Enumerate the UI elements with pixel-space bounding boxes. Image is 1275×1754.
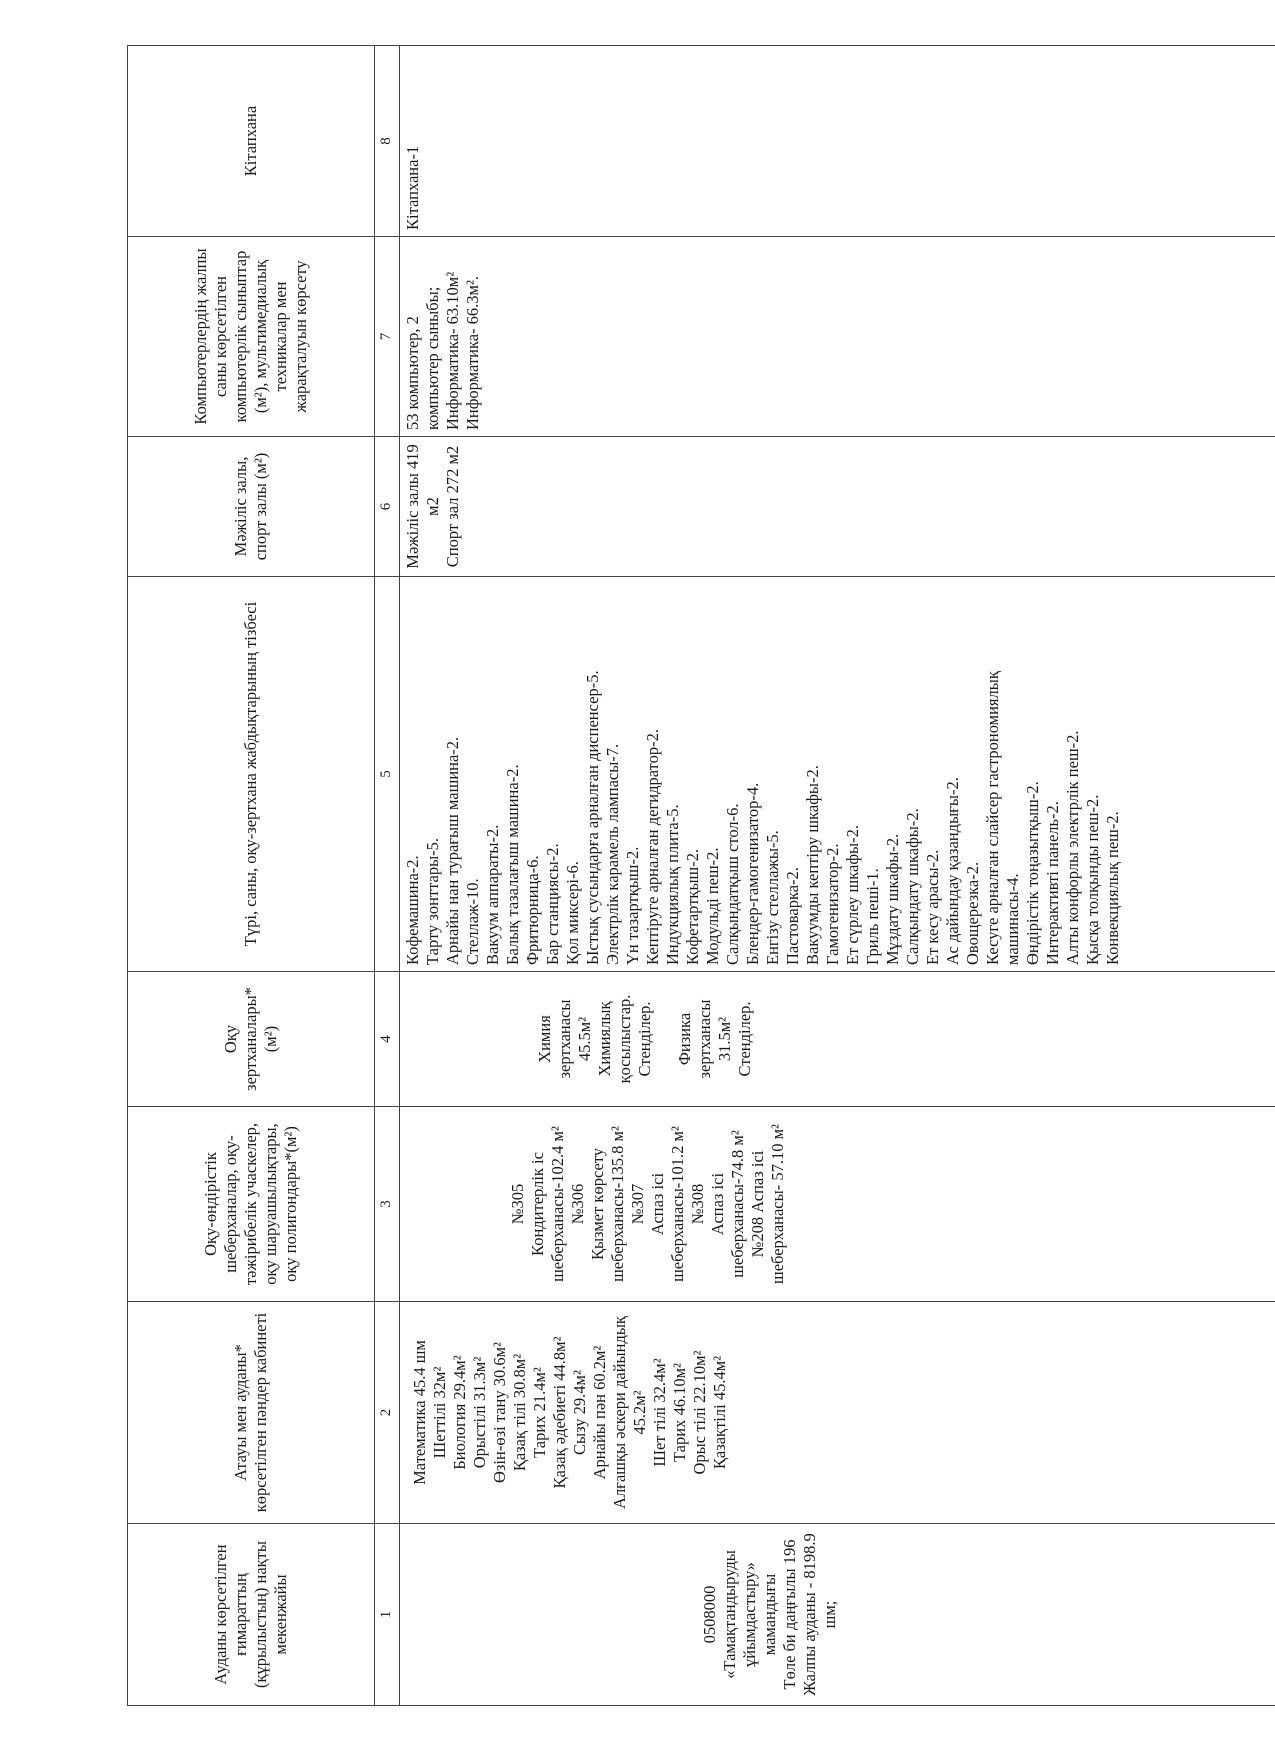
laboratories-cell [400, 972, 1275, 1107]
cell-line: Блендер-гамогенизатор-4. [743, 782, 762, 965]
cell-line: Тарих 46.10м² [670, 1363, 689, 1462]
cell-line: Вакуумды кептіру шкафы-2. [803, 765, 822, 965]
cell-line: Сызу 29.4м² [570, 1370, 589, 1455]
cell-line: Ет кесу арасы-2. [923, 849, 942, 965]
cell-line: Орыс тілі 22.10м² [690, 1350, 709, 1475]
rotated-page [127, 46, 1237, 1706]
column-number: 2 [375, 1302, 400, 1524]
cell-line: Мұздату шкафы-2. [883, 833, 902, 965]
cell-line: Биология 29.4м² [450, 1355, 469, 1470]
cell-line: Химиялық қосылыстар. Стенділер. [595, 994, 654, 1084]
header-library: Кітапхана [128, 46, 375, 237]
cell-line: Модульді пеш-2. [703, 847, 722, 965]
cell-line: Тарту зонттары-5. [423, 837, 442, 965]
cell-line: Мәжіліс залы 419 м2 [403, 444, 442, 569]
cell-line: Салқындатқыш стол-6. [723, 803, 742, 965]
cell-line: Гамогенизатор-2. [823, 843, 842, 965]
header-laboratories: Оқу зертханалары* (м²) [128, 972, 375, 1107]
cell-line: Кондитерлік іс шеберханасы-102.4 м² [528, 1126, 567, 1282]
cell-line: Овощерезка-2. [963, 861, 982, 965]
cell-line: Аспаз ісі шеберханасы-101.2 м² [648, 1126, 687, 1282]
cell-line: №308 [688, 1183, 707, 1225]
cell-line: Кофетартқыш-2. [683, 848, 702, 965]
column-number: 1 [375, 1524, 400, 1706]
cell-line: Өндірістік тоңазытқыш-2. [1023, 781, 1042, 965]
cell-line [655, 978, 675, 1100]
cell-line: Ыстық сусындарға арналған диспенсер-5. [583, 670, 602, 965]
library-cell [400, 46, 1275, 237]
column-number: 3 [375, 1107, 400, 1302]
cell-line: Тарих 21.4м² [530, 1367, 549, 1458]
table-row [400, 46, 1275, 1706]
cell-line: Қазақ әдебиеті 44.8м² [550, 1336, 569, 1489]
cell-line: Орыстілі 31.3м² [470, 1356, 489, 1469]
cell-line: №208 Аспаз ісі шеберханасы- 57.10 м² [748, 1124, 787, 1284]
cell-line: Электрлік карамель лампасы-7. [603, 743, 622, 965]
cell-line: Қазақ тілі 30.8м² [510, 1353, 529, 1472]
cell-line: Балық тазалағыш машина-2. [503, 764, 522, 965]
cell-line: Жалпы ауданы - 8198.9 шм; [800, 1533, 839, 1696]
cell-line: Қол миксері-6. [563, 861, 582, 965]
column-number: 7 [375, 237, 400, 437]
cell-line: Стенділер. [735, 1001, 754, 1077]
address-cell [400, 1524, 1275, 1706]
cell-line: Үн тазартқыш-2. [623, 846, 642, 965]
cell-line: «Тамақтандыруды ұйымдастыру» мамандығы [720, 1550, 779, 1679]
cell-line: №306 [568, 1183, 587, 1225]
column-number: 5 [375, 577, 400, 972]
cell-line: 53 компьютер, 2 компьютер сыныбы; [403, 286, 442, 430]
cell-line: Өзін-өзі тану 30.6м² [490, 1341, 509, 1484]
cell-line: Енгізу стеллажы-5. [763, 830, 782, 965]
cell-line: Математика 45.4 шм [410, 1340, 429, 1485]
header-workshops: Оқу-өндірістік шеберханалар, оқу-тәжірибелік учаскелер, оқу шаруашылықтары, оқу полигондары*(м²) [128, 1107, 375, 1302]
cell-line: Қазақтілі 45.4м² [710, 1355, 729, 1470]
column-number: 6 [375, 437, 400, 577]
cell-line: Информатика- 63.10м² [443, 271, 462, 430]
equipment-cell [400, 577, 1275, 972]
cell-line: Салқындату шкафы-2. [903, 808, 922, 965]
cell-line: Шеттілі 32м² [430, 1366, 449, 1459]
header-classrooms: Атауы мен ауданы* көрсетілген пәндер кабинеті [128, 1302, 375, 1524]
cell-line: Аспаз ісі шеберханасы-74.8 м² [708, 1130, 747, 1278]
header-halls: Мәжіліс залы, спорт залы (м²) [128, 437, 375, 577]
cell-line: Кітапхана-1 [403, 145, 422, 230]
cell-line: Арнайы пән 60.2м² [590, 1345, 609, 1480]
classrooms-cell [400, 1302, 1275, 1524]
halls-cell [400, 437, 1275, 577]
cell-line: Информатика- 66.3м². [463, 275, 482, 430]
computers-cell [400, 237, 1275, 437]
cell-line: Алғашқы әскери дайындық 45.2м² [610, 1316, 649, 1509]
cell-line: Бар станциясы-2. [543, 843, 562, 965]
cell-line: Кептіруге арналған дегидратор-2. [643, 729, 662, 965]
column-number: 4 [375, 972, 400, 1107]
column-number: 8 [375, 46, 400, 237]
workshops-cell [400, 1107, 1275, 1302]
cell-line: Конвекциялық пеш-2. [1103, 811, 1122, 965]
cell-line: Пастоварка-2. [783, 867, 802, 965]
cell-line: Қызмет көрсету шеберханасы-135.8 м² [588, 1126, 627, 1282]
cell-line: Гриль пеші-1. [863, 868, 882, 965]
cell-line: Төле би даңғылы 196 [780, 1539, 799, 1690]
cell-line: Вакуум аппараты-2. [483, 824, 502, 965]
cell-line: Химия зертханасы 45.5м² [535, 999, 594, 1079]
cell-line: 0508000 [700, 1585, 719, 1644]
cell-line: Алты конфорлы электрлік пеш-2. [1063, 730, 1082, 965]
header-row [128, 46, 375, 1706]
cell-line: №305 [508, 1183, 527, 1225]
facilities-table [127, 45, 1275, 1706]
cell-line: Кофемашина-2. [403, 855, 422, 965]
cell-line: Шет тілі 32.4м² [650, 1358, 669, 1467]
header-address: Ауданы көрсетілген ғимараттың (құрылыстың) нақты мекенжайы [128, 1524, 375, 1706]
cell-line: Ас дайындау қазандығы-2. [943, 777, 962, 965]
cell-line: Қысқа толқынды пеш-2. [1083, 794, 1102, 965]
cell-line: Арнайы нан турағыш машина-2. [443, 736, 462, 965]
cell-line: Индукциялық плита-5. [663, 804, 682, 965]
column-number-row [375, 46, 400, 1706]
cell-line: Стеллаж-10. [463, 878, 482, 965]
header-computers: Компьютерлердің жалпы саны көрсетілген компьютерлік сыныптар (м²), мультимедиалық техникалар мен жарақталуын көрсету [128, 237, 375, 437]
cell-line: Спорт зал 272 м2 [443, 445, 462, 568]
cell-line: Кесуге арналған слайсер гастрономиялық машинасы-4. [983, 671, 1022, 965]
cell-line: №307 [628, 1183, 647, 1225]
cell-line: Фритюрница-6. [523, 855, 542, 965]
cell-line: Интерактивті панель-2. [1043, 801, 1062, 965]
cell-line: Ет сүрлеу шкафы-2. [843, 825, 862, 965]
cell-line: Физика зертханасы 31.5м² [675, 999, 734, 1079]
header-equipment: Түрі, саны, оқу-зертхана жабдықтарының тізбесі [128, 577, 375, 972]
